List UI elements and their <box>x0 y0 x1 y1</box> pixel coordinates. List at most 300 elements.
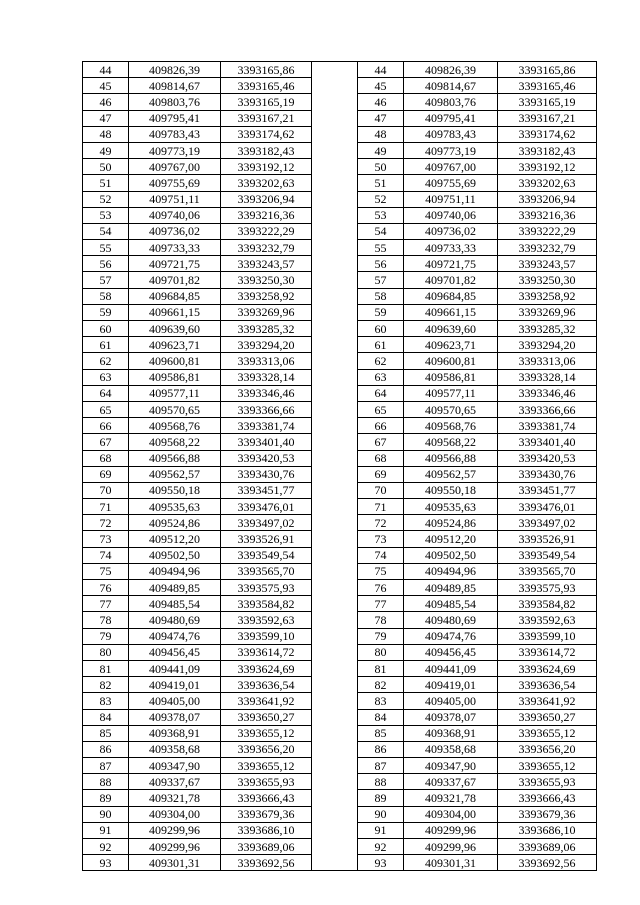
column-gap <box>312 839 358 855</box>
column-gap <box>312 353 358 369</box>
left-point-number: 67 <box>83 434 129 450</box>
left-x-coordinate: 409368,91 <box>129 725 221 741</box>
right-y-coordinate: 3393614,72 <box>498 644 597 660</box>
table-row <box>83 175 597 191</box>
column-gap <box>312 272 358 288</box>
right-x-coordinate: 409773,19 <box>404 142 498 158</box>
right-point-number: 93 <box>358 855 404 871</box>
table-row <box>83 159 597 175</box>
right-y-coordinate: 3393565,70 <box>498 563 597 579</box>
right-x-coordinate: 409562,57 <box>404 466 498 482</box>
left-point-number: 48 <box>83 126 129 142</box>
table-row <box>83 142 597 158</box>
column-gap <box>312 337 358 353</box>
right-x-coordinate: 409783,43 <box>404 126 498 142</box>
left-x-coordinate: 409701,82 <box>129 272 221 288</box>
table-row <box>83 806 597 822</box>
right-x-coordinate: 409826,39 <box>404 62 498 78</box>
right-point-number: 50 <box>358 159 404 175</box>
left-y-coordinate: 3393328,14 <box>221 369 312 385</box>
left-y-coordinate: 3393679,36 <box>221 806 312 822</box>
left-point-number: 71 <box>83 499 129 515</box>
right-x-coordinate: 409456,45 <box>404 644 498 660</box>
left-x-coordinate: 409512,20 <box>129 531 221 547</box>
table-row <box>83 855 597 871</box>
column-gap <box>312 612 358 628</box>
left-point-number: 80 <box>83 644 129 660</box>
table-row <box>83 531 597 547</box>
left-point-number: 69 <box>83 466 129 482</box>
left-point-number: 51 <box>83 175 129 191</box>
table-row <box>83 596 597 612</box>
table-row <box>83 839 597 855</box>
column-gap <box>312 62 358 78</box>
right-x-coordinate: 409803,76 <box>404 94 498 110</box>
right-point-number: 56 <box>358 256 404 272</box>
left-point-number: 81 <box>83 660 129 676</box>
left-point-number: 52 <box>83 191 129 207</box>
right-point-number: 58 <box>358 288 404 304</box>
left-y-coordinate: 3393165,19 <box>221 94 312 110</box>
right-point-number: 77 <box>358 596 404 612</box>
left-y-coordinate: 3393346,46 <box>221 385 312 401</box>
column-gap <box>312 855 358 871</box>
right-x-coordinate: 409524,86 <box>404 515 498 531</box>
right-x-coordinate: 409337,67 <box>404 774 498 790</box>
right-y-coordinate: 3393202,63 <box>498 175 597 191</box>
left-x-coordinate: 409623,71 <box>129 337 221 353</box>
left-x-coordinate: 409441,09 <box>129 660 221 676</box>
right-x-coordinate: 409661,15 <box>404 304 498 320</box>
right-y-coordinate: 3393250,30 <box>498 272 597 288</box>
column-gap <box>312 596 358 612</box>
left-x-coordinate: 409524,86 <box>129 515 221 531</box>
left-point-number: 57 <box>83 272 129 288</box>
right-x-coordinate: 409321,78 <box>404 790 498 806</box>
right-x-coordinate: 409721,75 <box>404 256 498 272</box>
left-point-number: 47 <box>83 110 129 126</box>
table-row <box>83 466 597 482</box>
right-x-coordinate: 409441,09 <box>404 660 498 676</box>
table-row <box>83 304 597 320</box>
table-row <box>83 126 597 142</box>
column-gap <box>312 660 358 676</box>
table-row <box>83 401 597 417</box>
left-y-coordinate: 3393243,57 <box>221 256 312 272</box>
right-y-coordinate: 3393328,14 <box>498 369 597 385</box>
column-gap <box>312 547 358 563</box>
right-x-coordinate: 409299,96 <box>404 822 498 838</box>
column-gap <box>312 790 358 806</box>
right-x-coordinate: 409600,81 <box>404 353 498 369</box>
table-row <box>83 434 597 450</box>
right-point-number: 67 <box>358 434 404 450</box>
left-x-coordinate: 409751,11 <box>129 191 221 207</box>
left-point-number: 75 <box>83 563 129 579</box>
right-point-number: 59 <box>358 304 404 320</box>
left-x-coordinate: 409600,81 <box>129 353 221 369</box>
column-gap <box>312 369 358 385</box>
right-point-number: 87 <box>358 758 404 774</box>
right-x-coordinate: 409736,02 <box>404 223 498 239</box>
left-point-number: 76 <box>83 580 129 596</box>
left-y-coordinate: 3393592,63 <box>221 612 312 628</box>
table-row <box>83 321 597 337</box>
right-y-coordinate: 3393679,36 <box>498 806 597 822</box>
right-point-number: 79 <box>358 628 404 644</box>
left-x-coordinate: 409474,76 <box>129 628 221 644</box>
right-point-number: 83 <box>358 693 404 709</box>
table-row <box>83 110 597 126</box>
table-row <box>83 272 597 288</box>
left-x-coordinate: 409550,18 <box>129 482 221 498</box>
right-y-coordinate: 3393232,79 <box>498 240 597 256</box>
table-row <box>83 450 597 466</box>
right-point-number: 57 <box>358 272 404 288</box>
right-x-coordinate: 409304,00 <box>404 806 498 822</box>
table-row <box>83 207 597 223</box>
left-x-coordinate: 409405,00 <box>129 693 221 709</box>
right-x-coordinate: 409494,96 <box>404 563 498 579</box>
column-gap <box>312 482 358 498</box>
right-point-number: 68 <box>358 450 404 466</box>
left-y-coordinate: 3393686,10 <box>221 822 312 838</box>
right-x-coordinate: 409795,41 <box>404 110 498 126</box>
column-gap <box>312 191 358 207</box>
right-y-coordinate: 3393167,21 <box>498 110 597 126</box>
right-y-coordinate: 3393656,20 <box>498 741 597 757</box>
left-point-number: 74 <box>83 547 129 563</box>
right-point-number: 64 <box>358 385 404 401</box>
column-gap <box>312 758 358 774</box>
right-y-coordinate: 3393381,74 <box>498 418 597 434</box>
right-point-number: 76 <box>358 580 404 596</box>
left-y-coordinate: 3393641,92 <box>221 693 312 709</box>
right-point-number: 88 <box>358 774 404 790</box>
right-x-coordinate: 409368,91 <box>404 725 498 741</box>
column-gap <box>312 321 358 337</box>
table-row <box>83 612 597 628</box>
right-point-number: 51 <box>358 175 404 191</box>
column-gap <box>312 256 358 272</box>
left-y-coordinate: 3393401,40 <box>221 434 312 450</box>
column-gap <box>312 580 358 596</box>
right-x-coordinate: 409550,18 <box>404 482 498 498</box>
right-point-number: 65 <box>358 401 404 417</box>
right-x-coordinate: 409485,54 <box>404 596 498 612</box>
column-gap <box>312 822 358 838</box>
left-x-coordinate: 409347,90 <box>129 758 221 774</box>
right-x-coordinate: 409489,85 <box>404 580 498 596</box>
left-x-coordinate: 409480,69 <box>129 612 221 628</box>
column-gap <box>312 466 358 482</box>
right-y-coordinate: 3393243,57 <box>498 256 597 272</box>
right-x-coordinate: 409767,00 <box>404 159 498 175</box>
right-x-coordinate: 409570,65 <box>404 401 498 417</box>
right-y-coordinate: 3393174,62 <box>498 126 597 142</box>
right-point-number: 91 <box>358 822 404 838</box>
left-x-coordinate: 409535,63 <box>129 499 221 515</box>
right-y-coordinate: 3393401,40 <box>498 434 597 450</box>
left-x-coordinate: 409378,07 <box>129 709 221 725</box>
right-y-coordinate: 3393624,69 <box>498 660 597 676</box>
left-point-number: 72 <box>83 515 129 531</box>
left-y-coordinate: 3393202,63 <box>221 175 312 191</box>
left-point-number: 61 <box>83 337 129 353</box>
left-point-number: 45 <box>83 78 129 94</box>
left-y-coordinate: 3393526,91 <box>221 531 312 547</box>
table-row <box>83 758 597 774</box>
table-row <box>83 369 597 385</box>
column-gap <box>312 78 358 94</box>
column-gap <box>312 159 358 175</box>
left-x-coordinate: 409456,45 <box>129 644 221 660</box>
table-row <box>83 580 597 596</box>
column-gap <box>312 531 358 547</box>
left-y-coordinate: 3393565,70 <box>221 563 312 579</box>
left-y-coordinate: 3393476,01 <box>221 499 312 515</box>
right-x-coordinate: 409480,69 <box>404 612 498 628</box>
right-y-coordinate: 3393592,63 <box>498 612 597 628</box>
right-x-coordinate: 409755,69 <box>404 175 498 191</box>
table-row <box>83 418 597 434</box>
column-gap <box>312 709 358 725</box>
right-y-coordinate: 3393420,53 <box>498 450 597 466</box>
right-x-coordinate: 409577,11 <box>404 385 498 401</box>
left-point-number: 56 <box>83 256 129 272</box>
right-y-coordinate: 3393549,54 <box>498 547 597 563</box>
right-y-coordinate: 3393206,94 <box>498 191 597 207</box>
right-point-number: 74 <box>358 547 404 563</box>
table-row <box>83 709 597 725</box>
left-point-number: 91 <box>83 822 129 838</box>
column-gap <box>312 110 358 126</box>
column-gap <box>312 515 358 531</box>
right-point-number: 92 <box>358 839 404 855</box>
table-row <box>83 822 597 838</box>
right-point-number: 55 <box>358 240 404 256</box>
table-row <box>83 677 597 693</box>
left-y-coordinate: 3393575,93 <box>221 580 312 596</box>
left-x-coordinate: 409783,43 <box>129 126 221 142</box>
right-point-number: 60 <box>358 321 404 337</box>
right-point-number: 84 <box>358 709 404 725</box>
left-point-number: 82 <box>83 677 129 693</box>
right-x-coordinate: 409301,31 <box>404 855 498 871</box>
right-y-coordinate: 3393476,01 <box>498 499 597 515</box>
left-y-coordinate: 3393222,29 <box>221 223 312 239</box>
left-point-number: 59 <box>83 304 129 320</box>
right-point-number: 66 <box>358 418 404 434</box>
table-row <box>83 774 597 790</box>
column-gap <box>312 563 358 579</box>
right-x-coordinate: 409419,01 <box>404 677 498 693</box>
right-point-number: 75 <box>358 563 404 579</box>
right-y-coordinate: 3393575,93 <box>498 580 597 596</box>
table-row <box>83 660 597 676</box>
left-y-coordinate: 3393655,12 <box>221 758 312 774</box>
left-x-coordinate: 409661,15 <box>129 304 221 320</box>
column-gap <box>312 628 358 644</box>
left-x-coordinate: 409568,76 <box>129 418 221 434</box>
column-gap <box>312 385 358 401</box>
table-row <box>83 725 597 741</box>
left-x-coordinate: 409321,78 <box>129 790 221 806</box>
right-y-coordinate: 3393655,12 <box>498 725 597 741</box>
right-x-coordinate: 409733,33 <box>404 240 498 256</box>
left-x-coordinate: 409304,00 <box>129 806 221 822</box>
table-row <box>83 385 597 401</box>
left-x-coordinate: 409577,11 <box>129 385 221 401</box>
table-row <box>83 94 597 110</box>
left-x-coordinate: 409586,81 <box>129 369 221 385</box>
right-x-coordinate: 409535,63 <box>404 499 498 515</box>
left-y-coordinate: 3393206,94 <box>221 191 312 207</box>
left-y-coordinate: 3393216,36 <box>221 207 312 223</box>
right-y-coordinate: 3393366,66 <box>498 401 597 417</box>
right-point-number: 73 <box>358 531 404 547</box>
right-point-number: 63 <box>358 369 404 385</box>
left-point-number: 93 <box>83 855 129 871</box>
left-y-coordinate: 3393666,43 <box>221 790 312 806</box>
coordinates-table-body <box>83 62 597 871</box>
right-point-number: 86 <box>358 741 404 757</box>
left-point-number: 49 <box>83 142 129 158</box>
left-y-coordinate: 3393420,53 <box>221 450 312 466</box>
left-point-number: 88 <box>83 774 129 790</box>
right-y-coordinate: 3393666,43 <box>498 790 597 806</box>
left-point-number: 89 <box>83 790 129 806</box>
column-gap <box>312 693 358 709</box>
left-y-coordinate: 3393451,77 <box>221 482 312 498</box>
left-y-coordinate: 3393165,86 <box>221 62 312 78</box>
left-point-number: 73 <box>83 531 129 547</box>
left-x-coordinate: 409419,01 <box>129 677 221 693</box>
right-x-coordinate: 409586,81 <box>404 369 498 385</box>
left-x-coordinate: 409736,02 <box>129 223 221 239</box>
column-gap <box>312 725 358 741</box>
right-y-coordinate: 3393192,12 <box>498 159 597 175</box>
left-y-coordinate: 3393599,10 <box>221 628 312 644</box>
right-point-number: 69 <box>358 466 404 482</box>
left-x-coordinate: 409755,69 <box>129 175 221 191</box>
left-point-number: 60 <box>83 321 129 337</box>
left-x-coordinate: 409299,96 <box>129 839 221 855</box>
left-point-number: 78 <box>83 612 129 628</box>
right-x-coordinate: 409502,50 <box>404 547 498 563</box>
left-y-coordinate: 3393165,46 <box>221 78 312 94</box>
right-point-number: 54 <box>358 223 404 239</box>
left-x-coordinate: 409570,65 <box>129 401 221 417</box>
left-x-coordinate: 409740,06 <box>129 207 221 223</box>
column-gap <box>312 288 358 304</box>
right-y-coordinate: 3393269,96 <box>498 304 597 320</box>
left-point-number: 77 <box>83 596 129 612</box>
left-point-number: 66 <box>83 418 129 434</box>
right-point-number: 53 <box>358 207 404 223</box>
column-gap <box>312 240 358 256</box>
column-gap <box>312 401 358 417</box>
left-x-coordinate: 409502,50 <box>129 547 221 563</box>
left-x-coordinate: 409767,00 <box>129 159 221 175</box>
right-y-coordinate: 3393285,32 <box>498 321 597 337</box>
left-point-number: 86 <box>83 741 129 757</box>
right-point-number: 45 <box>358 78 404 94</box>
left-y-coordinate: 3393250,30 <box>221 272 312 288</box>
table-row <box>83 191 597 207</box>
right-y-coordinate: 3393430,76 <box>498 466 597 482</box>
column-gap <box>312 175 358 191</box>
right-point-number: 81 <box>358 660 404 676</box>
right-point-number: 61 <box>358 337 404 353</box>
left-y-coordinate: 3393232,79 <box>221 240 312 256</box>
column-gap <box>312 304 358 320</box>
left-y-coordinate: 3393269,96 <box>221 304 312 320</box>
right-x-coordinate: 409701,82 <box>404 272 498 288</box>
right-x-coordinate: 409684,85 <box>404 288 498 304</box>
left-y-coordinate: 3393381,74 <box>221 418 312 434</box>
left-x-coordinate: 409814,67 <box>129 78 221 94</box>
left-y-coordinate: 3393624,69 <box>221 660 312 676</box>
coordinates-table <box>82 61 597 871</box>
left-y-coordinate: 3393656,20 <box>221 741 312 757</box>
right-point-number: 46 <box>358 94 404 110</box>
right-point-number: 70 <box>358 482 404 498</box>
table-row <box>83 563 597 579</box>
left-x-coordinate: 409562,57 <box>129 466 221 482</box>
left-point-number: 62 <box>83 353 129 369</box>
right-y-coordinate: 3393451,77 <box>498 482 597 498</box>
table-row <box>83 353 597 369</box>
left-point-number: 79 <box>83 628 129 644</box>
left-x-coordinate: 409494,96 <box>129 563 221 579</box>
left-point-number: 46 <box>83 94 129 110</box>
table-row <box>83 256 597 272</box>
right-y-coordinate: 3393216,36 <box>498 207 597 223</box>
table-row <box>83 288 597 304</box>
right-x-coordinate: 409474,76 <box>404 628 498 644</box>
left-point-number: 84 <box>83 709 129 725</box>
right-y-coordinate: 3393222,29 <box>498 223 597 239</box>
right-y-coordinate: 3393182,43 <box>498 142 597 158</box>
right-y-coordinate: 3393641,92 <box>498 693 597 709</box>
left-x-coordinate: 409566,88 <box>129 450 221 466</box>
left-point-number: 44 <box>83 62 129 78</box>
left-point-number: 87 <box>83 758 129 774</box>
right-point-number: 48 <box>358 126 404 142</box>
right-x-coordinate: 409405,00 <box>404 693 498 709</box>
right-x-coordinate: 409568,22 <box>404 434 498 450</box>
left-point-number: 54 <box>83 223 129 239</box>
left-point-number: 55 <box>83 240 129 256</box>
left-y-coordinate: 3393192,12 <box>221 159 312 175</box>
right-y-coordinate: 3393599,10 <box>498 628 597 644</box>
column-gap <box>312 207 358 223</box>
left-y-coordinate: 3393692,56 <box>221 855 312 871</box>
left-point-number: 64 <box>83 385 129 401</box>
left-y-coordinate: 3393584,82 <box>221 596 312 612</box>
table-row <box>83 78 597 94</box>
right-point-number: 49 <box>358 142 404 158</box>
left-y-coordinate: 3393285,32 <box>221 321 312 337</box>
column-gap <box>312 774 358 790</box>
left-point-number: 65 <box>83 401 129 417</box>
right-x-coordinate: 409814,67 <box>404 78 498 94</box>
right-point-number: 52 <box>358 191 404 207</box>
table-row <box>83 223 597 239</box>
right-point-number: 90 <box>358 806 404 822</box>
table-row <box>83 790 597 806</box>
